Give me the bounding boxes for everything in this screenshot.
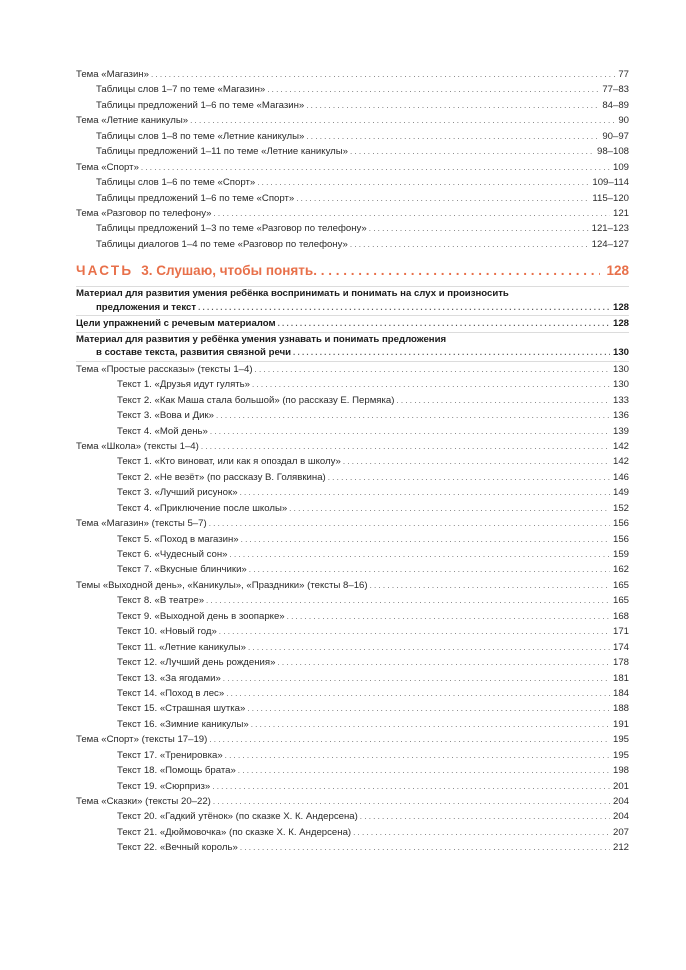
toc-entry[interactable] — [76, 98, 629, 113]
toc-entry[interactable] — [76, 717, 629, 732]
toc-entry[interactable] — [76, 562, 629, 577]
toc-entry-title: Текст 4. «Приключение после школы» — [117, 502, 288, 514]
toc-entry[interactable] — [76, 655, 629, 670]
toc-entry-title: Текст 1. «Друзья идут гулять» — [117, 379, 251, 391]
bold-section-page: 130 — [612, 347, 629, 359]
dot-leader — [360, 809, 610, 824]
toc-entry-page: 136 — [612, 410, 629, 422]
toc-entry-page: 159 — [612, 549, 629, 560]
bold-section-row — [76, 317, 629, 331]
toc-entry[interactable] — [76, 671, 629, 686]
toc-entry-page: 156 — [612, 533, 629, 545]
part-heading[interactable] — [76, 262, 629, 280]
toc-entry-title: Текст 13. «За ягодами» — [117, 672, 221, 684]
bold-section-row — [76, 346, 629, 360]
dot-leader — [209, 732, 610, 747]
bold-section-page: 128 — [612, 318, 629, 330]
bold-section-3[interactable] — [76, 333, 629, 362]
dot-leader — [212, 779, 610, 794]
toc-entry[interactable] — [76, 794, 629, 809]
toc-entry-title: Текст 22. «Вечный король» — [117, 842, 238, 854]
toc-entry[interactable] — [76, 160, 629, 175]
toc-entry[interactable] — [76, 439, 629, 454]
toc-entry[interactable] — [76, 532, 629, 547]
toc-entry-page: 133 — [612, 394, 629, 406]
toc-entry-title: Текст 14. «Поход в лес» — [117, 687, 225, 699]
dot-leader — [213, 206, 610, 221]
dot-leader — [190, 113, 615, 128]
toc-entry-page: 121–123 — [591, 223, 629, 235]
toc-entry[interactable] — [76, 144, 629, 159]
toc-entry-page: 115–120 — [592, 192, 629, 204]
dot-leader — [223, 671, 610, 686]
toc-entry[interactable] — [76, 779, 629, 794]
toc-entry-page: 184 — [612, 687, 629, 699]
dot-leader — [241, 532, 610, 547]
toc-entry-page: 195 — [612, 734, 629, 746]
toc-entry[interactable] — [76, 82, 629, 97]
toc-entry-title: Тема «Простые рассказы» (тексты 1–4) — [76, 363, 253, 375]
dot-leader — [350, 144, 594, 159]
bold-section-title: Цели упражнений с речевым материалом — [76, 318, 276, 330]
toc-entry-page: 124–127 — [591, 238, 629, 250]
toc-entry-page: 178 — [612, 657, 629, 669]
toc-entry-page: 165 — [612, 595, 629, 607]
toc-entry-title: Таблицы предложений 1–6 по теме «Спорт» — [96, 192, 295, 204]
dot-leader — [296, 191, 589, 206]
dot-leader — [252, 377, 610, 392]
toc-entry-title: Таблицы предложений 1–3 по теме «Разговор по телефону» — [96, 223, 367, 235]
toc-entry-page: 188 — [612, 703, 629, 715]
toc-entry-title: Текст 18. «Помощь брата» — [117, 765, 236, 777]
toc-entry-title: Текст 3. «Лучший рисунок» — [117, 487, 238, 499]
dot-leader — [267, 82, 599, 97]
toc-entry-title: Текст 16. «Зимние каникулы» — [117, 718, 249, 730]
toc-entry[interactable] — [76, 221, 629, 236]
dot-leader — [209, 516, 610, 531]
toc-section-part3 — [76, 362, 629, 856]
toc-entry[interactable] — [76, 485, 629, 500]
toc-entry[interactable] — [76, 578, 629, 593]
toc-entry-title: Таблицы слов 1–6 по теме «Спорт» — [96, 177, 256, 189]
toc-entry-page: 198 — [612, 765, 629, 777]
bold-section-line: Материал для развития умения ребёнка воспринимать и понимать на слух и произносить — [76, 288, 509, 300]
toc-entry[interactable] — [76, 763, 629, 778]
toc-entry[interactable] — [76, 237, 629, 252]
toc-entry[interactable] — [76, 701, 629, 716]
bold-section-2[interactable] — [76, 316, 629, 333]
toc-entry-page: 168 — [612, 610, 629, 622]
toc-entry-page: 146 — [612, 471, 629, 483]
dot-leader — [257, 175, 589, 190]
toc-entry[interactable] — [76, 825, 629, 840]
toc-entry-page: 212 — [612, 842, 629, 854]
toc-entry-page: 171 — [612, 626, 629, 638]
toc-entry-page: 149 — [612, 487, 629, 499]
toc-entry-title: Тема «Спорт» (тексты 17–19) — [76, 734, 208, 746]
toc-entry[interactable] — [76, 732, 629, 747]
toc-entry-page: 204 — [612, 811, 629, 823]
toc-entry-title: Текст 19. «Сюрприз» — [117, 780, 211, 792]
toc-entry[interactable] — [76, 609, 629, 624]
toc-entry[interactable] — [76, 454, 629, 469]
toc-entry-title: Тема «Магазин» (тексты 5–7) — [76, 518, 207, 530]
dot-leader — [396, 393, 610, 408]
toc-entry[interactable] — [76, 748, 629, 763]
toc-entry-title: Текст 4. «Мой день» — [117, 425, 208, 437]
toc-entry[interactable] — [76, 516, 629, 531]
toc-entry-page: 201 — [612, 780, 629, 792]
dot-leader — [213, 794, 610, 809]
toc-entry-title: Тема «Разговор по телефону» — [76, 207, 212, 219]
toc-entry-title: Таблицы предложений 1–11 по теме «Летние каникулы» — [96, 146, 348, 158]
toc-entry-page: 142 — [612, 456, 629, 468]
part-label: ЧАСТЬ — [76, 263, 134, 279]
dot-leader — [206, 593, 610, 608]
part-title: 3. Слушаю, чтобы понять — [141, 263, 314, 279]
toc-entry[interactable] — [76, 640, 629, 655]
toc-entry-page: 130 — [612, 379, 629, 391]
toc-entry-page: 84–89 — [602, 99, 629, 111]
dot-leader — [240, 485, 610, 500]
dot-leader — [238, 763, 610, 778]
toc-entry-title: Текст 20. «Гадкий утёнок» (по сказке Х. К. Андерсена) — [117, 811, 358, 823]
toc-entry-title: Текст 8. «В театре» — [117, 595, 205, 607]
toc-entry-page: 109 — [612, 161, 629, 173]
toc-entry-title: Тема «Спорт» — [76, 161, 139, 173]
dot-leader — [306, 98, 599, 113]
toc-entry-title: Текст 10. «Новый год» — [117, 626, 217, 638]
bold-section-line: Материал для развития у ребёнка умения узнавать и понимать предложения — [76, 333, 447, 345]
toc-entry-page: 207 — [612, 826, 629, 838]
dot-leader — [287, 609, 610, 624]
dot-leader — [343, 454, 610, 469]
dot-leader — [230, 547, 610, 562]
toc-entry-title: Текст 2. «Как Маша стала большой» (по рассказу Е. Пермяка) — [117, 394, 395, 406]
toc-entry[interactable] — [76, 624, 629, 639]
dot-leader — [151, 67, 615, 82]
bold-section-page: 128 — [612, 301, 629, 313]
toc-entry-page: 142 — [612, 440, 629, 452]
toc-entry[interactable] — [76, 593, 629, 608]
toc-entry-title: Тема «Летние каникулы» — [76, 115, 189, 127]
bold-section-row — [76, 301, 629, 315]
dot-leader — [226, 686, 610, 701]
toc-entry-page: 109–114 — [592, 177, 629, 189]
toc-entry-title: Текст 11. «Летние каникулы» — [117, 641, 246, 653]
toc-entry-page: 165 — [612, 579, 629, 591]
toc-entry-title: Текст 15. «Страшная шутка» — [117, 703, 246, 715]
toc-entry[interactable] — [76, 377, 629, 392]
toc-entry-page: 174 — [612, 641, 629, 653]
toc-entry-title: Таблицы предложений 1–6 по теме «Магазин» — [96, 99, 305, 111]
dot-leader — [353, 825, 610, 840]
dot-leader — [370, 578, 610, 593]
dot-leader — [328, 470, 610, 485]
dot-leader — [369, 221, 589, 236]
toc-entry-title: Текст 9. «Выходной день в зоопарке» — [117, 610, 285, 622]
dot-leader — [293, 346, 610, 360]
toc-entry-title: Таблицы слов 1–7 по теме «Магазин» — [96, 84, 266, 96]
toc-entry-page: 139 — [612, 425, 629, 437]
dot-leader — [225, 748, 610, 763]
dot-leader — [255, 362, 610, 377]
toc-entry-title: Текст 1. «Кто виноват, или как я опоздал в школу» — [117, 456, 341, 468]
toc-entry[interactable] — [76, 129, 629, 144]
dot-leader — [278, 317, 610, 331]
dot-leader — [289, 501, 610, 516]
toc-entry-title: Текст 21. «Дюймовочка» (по сказке Х. К. Андерсена) — [117, 826, 352, 838]
dot-leader — [313, 262, 600, 280]
toc-entry-title: Темы «Выходной день», «Каникулы», «Праздники» (тексты 8–16) — [76, 579, 368, 591]
bold-section-title: в составе текста, развития связной речи — [96, 347, 292, 359]
toc-entry-page: 130 — [612, 363, 629, 375]
toc-entry-title: Текст 2. «Не везёт» (по рассказу В. Голявкина) — [117, 471, 326, 483]
toc-entry[interactable] — [76, 175, 629, 190]
toc-entry[interactable] — [76, 686, 629, 701]
dot-leader — [248, 640, 610, 655]
dot-leader — [247, 701, 610, 716]
bold-section-1[interactable] — [76, 287, 629, 316]
dot-leader — [350, 237, 589, 252]
bold-section-title: предложения и текст — [96, 301, 197, 313]
dot-leader — [240, 840, 610, 855]
dot-leader — [141, 160, 610, 175]
dot-leader — [251, 717, 610, 732]
toc-entry-page: 90–97 — [602, 130, 629, 142]
toc-entry-title: Таблицы слов 1–8 по теме «Летние каникулы» — [96, 130, 305, 142]
dot-leader — [277, 655, 610, 670]
toc-entry-page: 195 — [612, 749, 629, 761]
toc-entry[interactable] — [76, 809, 629, 824]
toc-entry-page: 156 — [612, 518, 629, 530]
toc-entry[interactable] — [76, 113, 629, 128]
toc-entry-title: Текст 7. «Вкусные блинчики» — [117, 564, 247, 576]
toc-entry[interactable] — [76, 393, 629, 408]
table-of-contents — [76, 67, 629, 856]
toc-entry-title: Текст 6. «Чудесный сон» — [117, 549, 228, 560]
toc-entry-title: Текст 12. «Лучший день рождения» — [117, 657, 276, 669]
toc-entry-title: Таблицы диалогов 1–4 по теме «Разговор по телефону» — [96, 238, 348, 250]
toc-entry[interactable] — [76, 424, 629, 439]
dot-leader — [216, 408, 610, 423]
toc-entry-page: 152 — [612, 502, 629, 514]
dot-leader — [210, 424, 610, 439]
toc-entry[interactable] — [76, 408, 629, 423]
toc-entry-page: 90 — [618, 115, 629, 127]
toc-entry-page: 77–83 — [602, 84, 629, 96]
dot-leader — [198, 301, 610, 315]
toc-entry[interactable] — [76, 206, 629, 221]
toc-entry-page: 204 — [612, 796, 629, 807]
toc-entry-page: 77 — [618, 69, 629, 80]
dot-leader — [306, 129, 599, 144]
toc-entry-page: 162 — [612, 564, 629, 576]
dot-leader — [219, 624, 610, 639]
toc-entry[interactable] — [76, 840, 629, 855]
toc-entry-page: 98–108 — [596, 146, 629, 158]
toc-entry-title: Тема «Магазин» — [76, 69, 149, 80]
toc-entry[interactable] — [76, 470, 629, 485]
toc-entry-page: 121 — [612, 207, 629, 219]
toc-entry[interactable] — [76, 362, 629, 377]
toc-entry-title: Текст 17. «Тренировка» — [117, 749, 223, 761]
toc-entry-page: 181 — [612, 672, 629, 684]
toc-entry-title: Тема «Сказки» (тексты 20–22) — [76, 796, 211, 807]
toc-entry[interactable] — [76, 501, 629, 516]
dot-leader — [249, 562, 610, 577]
toc-entry[interactable] — [76, 67, 629, 82]
toc-entry-page: 191 — [612, 718, 629, 730]
toc-entry-title: Тема «Школа» (тексты 1–4) — [76, 440, 199, 452]
toc-entry-title: Текст 5. «Поход в магазин» — [117, 533, 239, 545]
toc-entry-title: Текст 3. «Вова и Дик» — [117, 410, 214, 422]
part-page: 128 — [606, 263, 629, 279]
toc-entry[interactable] — [76, 547, 629, 562]
toc-section-part2-tail — [76, 67, 629, 252]
dot-leader — [201, 439, 610, 454]
toc-entry[interactable] — [76, 191, 629, 206]
